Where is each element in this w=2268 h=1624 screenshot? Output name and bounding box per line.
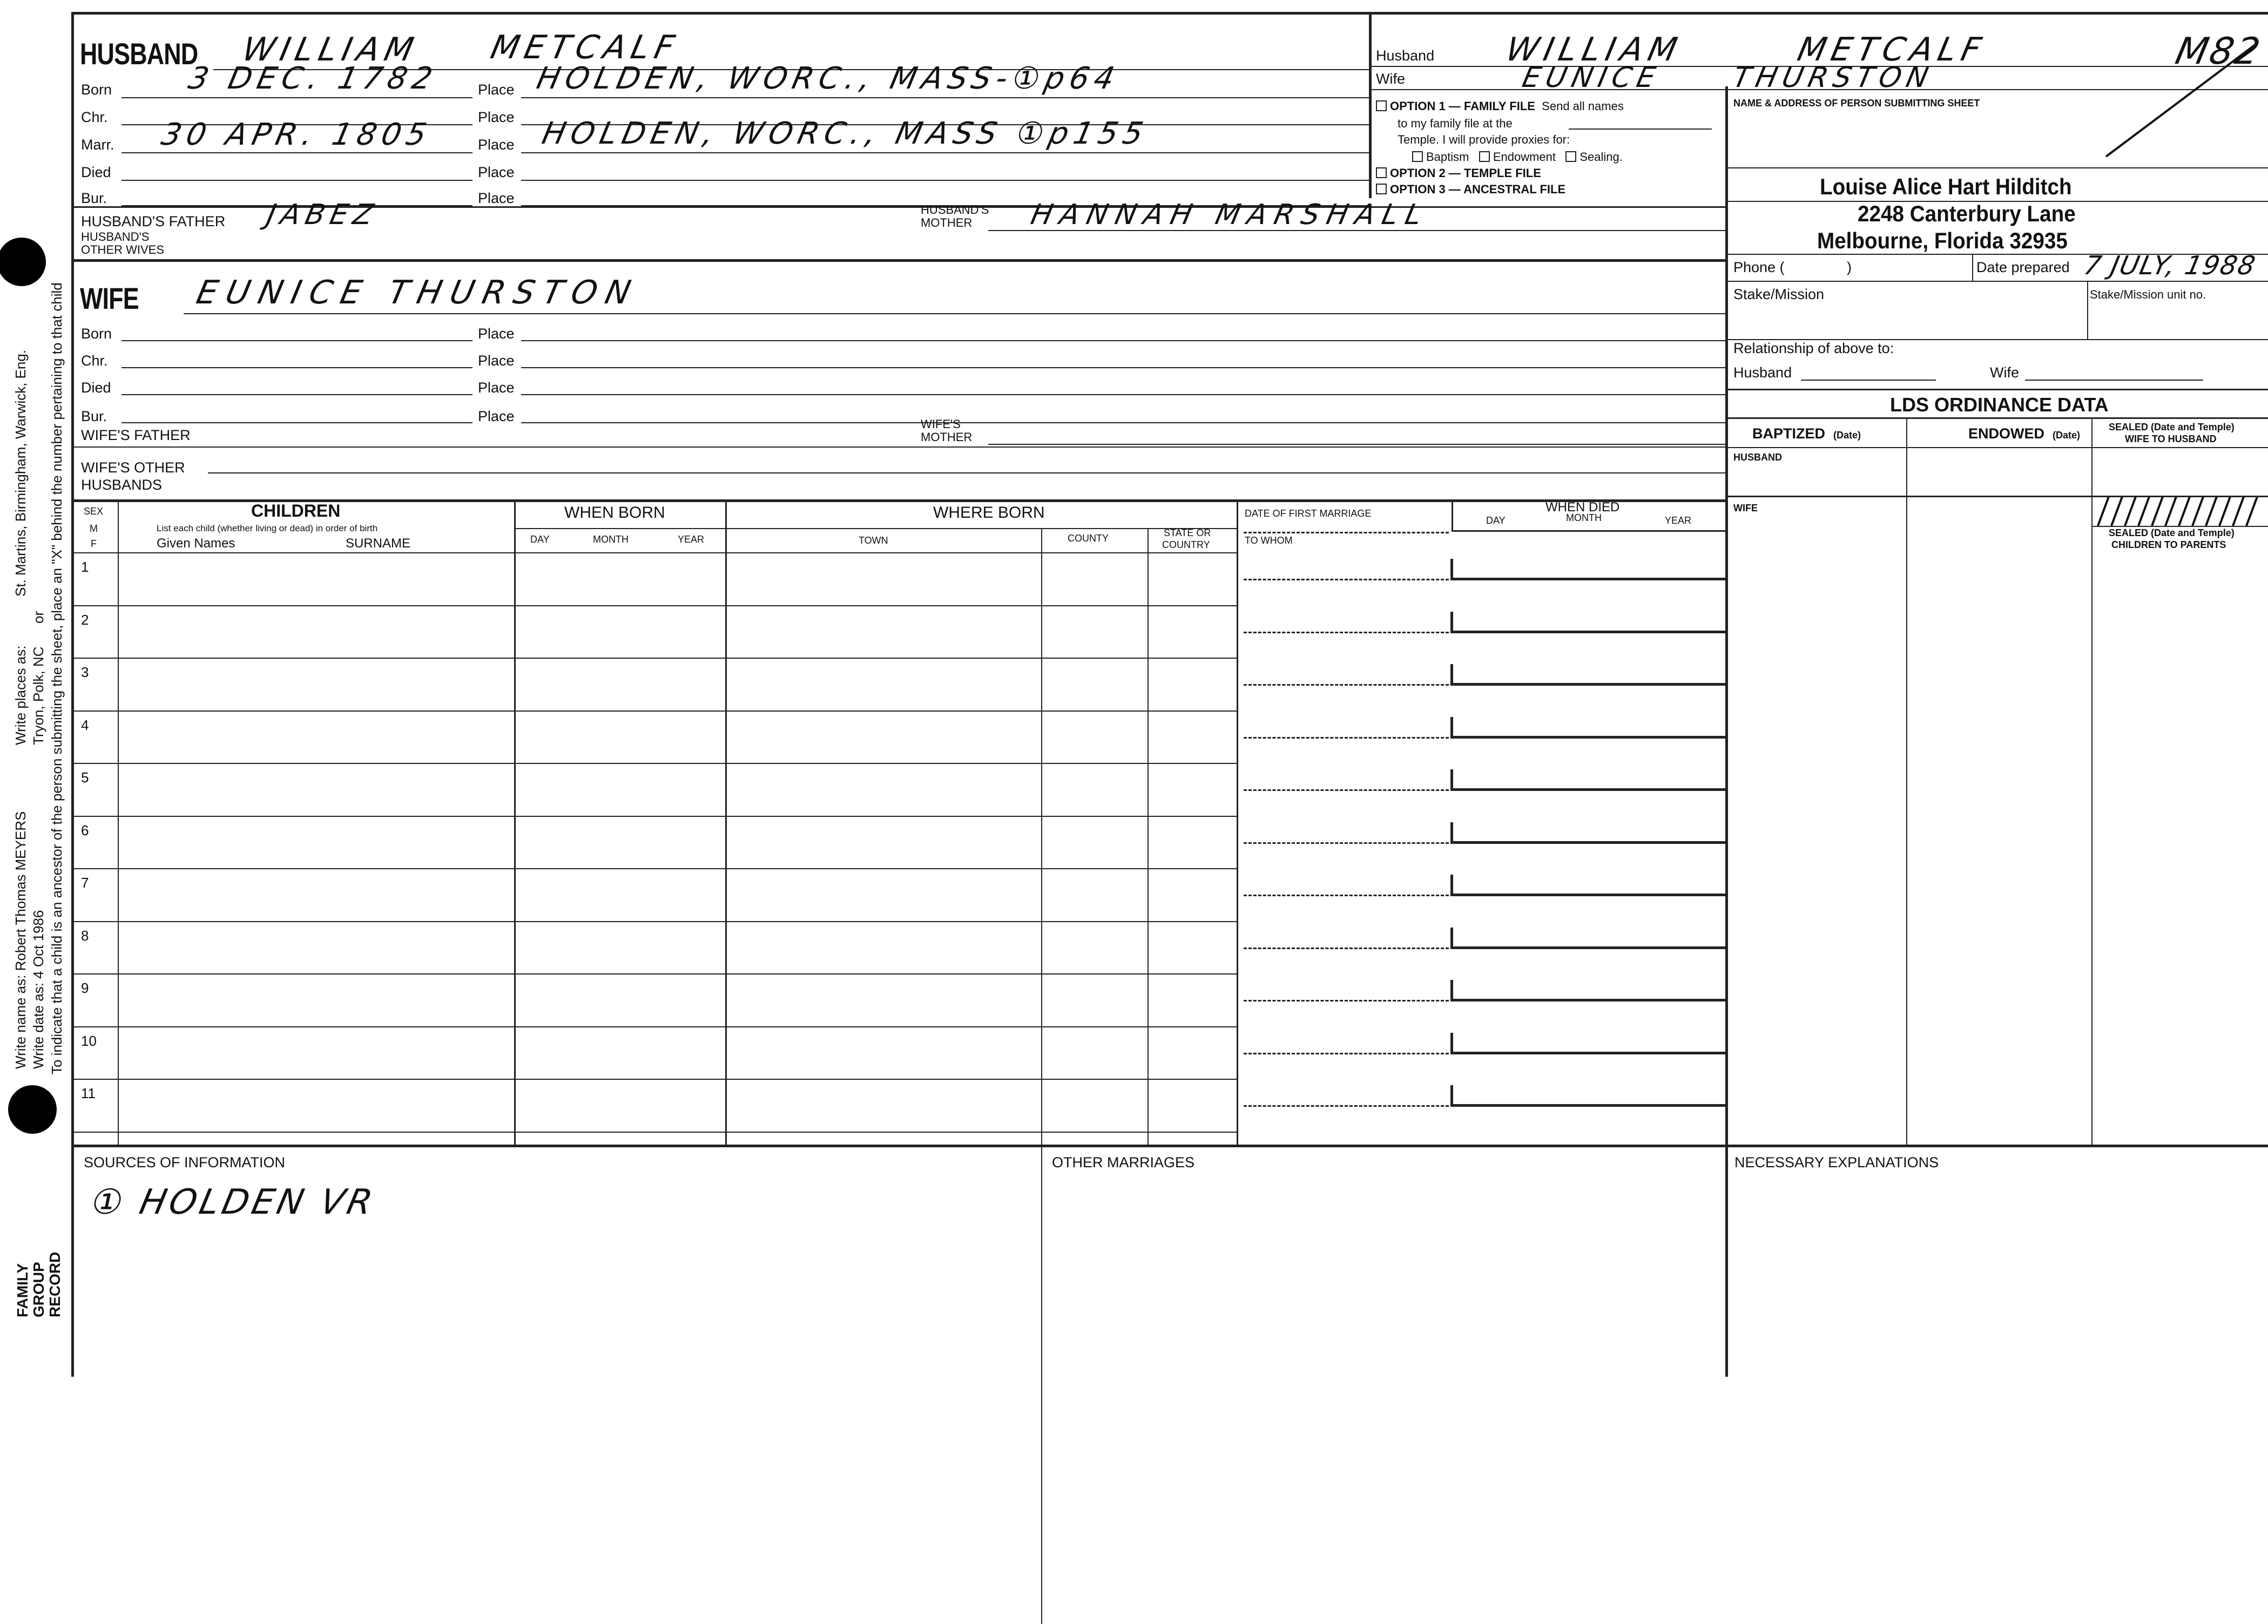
when-died-bracket bbox=[1450, 769, 1453, 789]
child-row-number: 5 bbox=[81, 769, 89, 786]
form-title-group: GROUP bbox=[30, 1262, 47, 1317]
option-1-line-2: to my family file at the bbox=[1398, 117, 1513, 130]
to-whom-dash-line bbox=[1244, 895, 1449, 896]
wife-bur-place-label: Place bbox=[478, 408, 515, 424]
relationship-wife-label: Wife bbox=[1990, 364, 2019, 381]
col-given-names: Given Names bbox=[157, 536, 235, 551]
write-places-instruction: Write places as: bbox=[12, 645, 29, 745]
col-state-2: COUNTRY bbox=[1162, 539, 1210, 550]
husband-heading: HUSBAND bbox=[80, 37, 198, 71]
husband-born-place: HOLDEN, WORC., MASS-①p64 bbox=[534, 61, 1123, 96]
top-border bbox=[71, 12, 2268, 15]
wife-mother-label-2: MOTHER bbox=[921, 430, 973, 444]
to-whom-dash-line bbox=[1244, 1000, 1449, 1002]
husband-born-label: Born bbox=[81, 82, 112, 98]
tr-husband-label: Husband bbox=[1376, 48, 1435, 64]
husband-died-place-label: Place bbox=[478, 164, 515, 180]
when-died-bracket bbox=[1450, 559, 1453, 579]
wife-other-husbands-label-2: HUSBANDS bbox=[81, 477, 163, 493]
baptism-checkbox[interactable] bbox=[1412, 151, 1423, 162]
lds-title: LDS ORDINANCE DATA bbox=[1890, 394, 2109, 416]
child-row-divider bbox=[71, 921, 1237, 922]
col-died-year: YEAR bbox=[1665, 515, 1692, 526]
when-died-line bbox=[1450, 788, 1725, 791]
to-whom-dash-line bbox=[1244, 632, 1449, 633]
husband-father-label: HUSBAND'S FATHER bbox=[81, 213, 226, 229]
when-died-line bbox=[1450, 894, 1725, 896]
when-died-bracket bbox=[1450, 717, 1453, 737]
child-row-divider bbox=[71, 710, 1237, 712]
wife-born-label: Born bbox=[81, 326, 112, 342]
lds-wife-label: WIFE bbox=[1733, 503, 1758, 513]
wife-father-label: WIFE'S FATHER bbox=[81, 427, 191, 443]
when-died-bracket bbox=[1450, 980, 1453, 1000]
to-whom-dash-line bbox=[1244, 842, 1449, 844]
to-whom-dash-line bbox=[1244, 1105, 1449, 1107]
wife-bur-label: Bur. bbox=[81, 408, 107, 424]
wife-chr-place-label: Place bbox=[478, 353, 515, 369]
husband-born-date: 3 DEC. 1782 bbox=[185, 61, 441, 96]
sealed-hatch bbox=[2092, 497, 2268, 526]
when-died-bracket bbox=[1450, 822, 1453, 842]
col-sex-f: F bbox=[91, 538, 97, 549]
child-row-divider bbox=[71, 763, 1237, 764]
child-row-number: 8 bbox=[81, 927, 89, 944]
child-row-number: 9 bbox=[81, 980, 89, 996]
wife-other-husbands-label-1: WIFE'S OTHER bbox=[81, 459, 185, 476]
col-where-born: WHERE BORN bbox=[933, 504, 1045, 522]
tr-husband-given: WILLIAM bbox=[1502, 31, 1686, 69]
child-row-number: 7 bbox=[81, 875, 89, 891]
date-prepared-value: 7 JULY, 1988 bbox=[2081, 251, 2259, 281]
ancestor-instruction: To indicate that a child is an ancestor of the person submitting the sheet, place an "X" behind the number pertaining to that child bbox=[49, 282, 65, 1074]
corner-slash bbox=[2095, 38, 2268, 162]
to-whom-dash-line bbox=[1244, 1053, 1449, 1054]
option-1-line-3: Temple. I will provide proxies for: bbox=[1398, 133, 1570, 146]
col-sex-m: M bbox=[90, 523, 98, 534]
submitter-name: Louise Alice Hart Hilditch bbox=[1820, 174, 2072, 199]
husband-marr-place: HOLDEN, WORC., MASS ①p155 bbox=[539, 116, 1152, 151]
husband-father-name: JABEZ bbox=[264, 199, 382, 231]
when-died-line bbox=[1450, 1052, 1725, 1054]
when-died-line bbox=[1450, 1104, 1725, 1107]
top-right-divider bbox=[1369, 12, 1372, 198]
when-died-bracket bbox=[1450, 664, 1453, 684]
when-died-line bbox=[1450, 736, 1725, 739]
col-born-month: MONTH bbox=[593, 534, 629, 545]
husband-bur-label: Bur. bbox=[81, 190, 107, 206]
lds-sealed-wife-2: WIFE TO HUSBAND bbox=[2125, 434, 2217, 444]
col-county: COUNTY bbox=[1068, 533, 1109, 544]
husband-born-place-label: Place bbox=[478, 82, 515, 98]
endowment-checkbox[interactable] bbox=[1479, 151, 1490, 162]
col-born-year: YEAR bbox=[678, 534, 705, 545]
phone-close: ) bbox=[1847, 259, 1852, 275]
lds-endowed: ENDOWED (Date) bbox=[1968, 425, 2081, 442]
husband-marr-place-label: Place bbox=[478, 137, 515, 153]
col-state-1: STATE OR bbox=[1164, 527, 1211, 538]
husband-mother-label-2: MOTHER bbox=[921, 216, 973, 229]
tr-wife-label: Wife bbox=[1376, 71, 1405, 87]
option-2-checkbox[interactable] bbox=[1376, 167, 1387, 178]
husband-mother-name: HANNAH MARSHALL bbox=[1028, 199, 1433, 231]
sealing-checkbox[interactable] bbox=[1565, 151, 1576, 162]
husband-other-wives-label-1: HUSBAND'S bbox=[81, 230, 150, 243]
places-example-2: St. Martins, Birmingham, Warwick, Eng. bbox=[12, 349, 29, 597]
col-to-whom: TO WHOM bbox=[1245, 535, 1293, 546]
col-sex: SEX bbox=[84, 506, 104, 517]
col-children-note: List each child (whether living or dead) in order of birth bbox=[157, 523, 378, 533]
lds-sealed-children-2: CHILDREN TO PARENTS bbox=[2111, 539, 2226, 550]
tr-husband-surname: METCALF bbox=[1794, 31, 1990, 69]
punch-hole-bottom bbox=[8, 1085, 57, 1134]
child-row-number: 4 bbox=[81, 716, 89, 733]
sources-value: ① HOLDEN VR bbox=[87, 1182, 379, 1222]
form-title-record: RECORD bbox=[46, 1251, 63, 1317]
option-1-proxies: Baptism Endowment Sealing. bbox=[1412, 151, 1623, 163]
wife-heading: WIFE bbox=[80, 281, 139, 315]
lds-sealed-children-1: SEALED (Date and Temple) bbox=[2109, 527, 2235, 538]
when-died-bracket bbox=[1450, 1033, 1453, 1053]
child-row-number: 6 bbox=[81, 822, 89, 838]
husband-chr-place-label: Place bbox=[478, 109, 515, 125]
write-name-instruction: Write name as: Robert Thomas MEYERS bbox=[12, 811, 29, 1069]
col-town: TOWN bbox=[859, 535, 888, 546]
option-1-label: OPTION 1 — FAMILY FILE Send all names bbox=[1376, 100, 1624, 112]
husband-marr-date: 30 APR. 1805 bbox=[158, 117, 435, 152]
when-died-bracket bbox=[1450, 875, 1453, 895]
left-border bbox=[71, 13, 74, 1377]
tr-wife-surname: THURSTON bbox=[1730, 62, 1937, 94]
right-column-divider bbox=[1725, 86, 1728, 1377]
col-first-marriage: DATE OF FIRST MARRIAGE bbox=[1245, 508, 1372, 519]
when-died-bracket bbox=[1450, 1085, 1453, 1105]
when-died-line bbox=[1450, 999, 1725, 1002]
husband-surname: METCALF bbox=[487, 29, 683, 66]
child-row-divider bbox=[71, 605, 1237, 606]
to-whom-dash-line bbox=[1244, 684, 1449, 686]
husband-chr-label: Chr. bbox=[81, 109, 108, 125]
col-died-month: MONTH bbox=[1566, 512, 1602, 523]
phone-label: Phone ( bbox=[1733, 259, 1785, 275]
when-died-line bbox=[1450, 578, 1725, 580]
corner-mark: M82 bbox=[2171, 30, 2266, 73]
child-row-number: 11 bbox=[81, 1085, 96, 1101]
sources-label: SOURCES OF INFORMATION bbox=[84, 1154, 286, 1170]
to-whom-dash-line bbox=[1244, 737, 1449, 739]
stake-mission-label: Stake/Mission bbox=[1733, 286, 1825, 302]
child-row-divider bbox=[71, 658, 1237, 659]
tr-wife-given: EUNICE bbox=[1519, 62, 1664, 94]
child-row-divider bbox=[71, 1026, 1237, 1027]
places-example-1: Tryon, Polk, NC bbox=[30, 646, 46, 745]
child-row-number: 1 bbox=[81, 559, 89, 575]
husband-given-name: WILLIAM bbox=[239, 31, 422, 69]
table-bottom-border bbox=[71, 1145, 2268, 1147]
lds-baptized: BAPTIZED (Date) bbox=[1752, 425, 1861, 442]
wife-chr-label: Chr. bbox=[81, 353, 108, 369]
child-row-number: 10 bbox=[81, 1032, 97, 1049]
relationship-husband-label: Husband bbox=[1733, 364, 1792, 381]
when-died-line bbox=[1450, 631, 1725, 633]
child-row-number: 2 bbox=[81, 611, 89, 628]
husband-bur-place-label: Place bbox=[478, 190, 515, 206]
places-or: or bbox=[30, 611, 46, 624]
date-prepared-label: Date prepared bbox=[1976, 259, 2070, 275]
wife-name: EUNICE THURSTON bbox=[193, 274, 643, 312]
to-whom-dash-line bbox=[1244, 948, 1449, 949]
wife-died-place-label: Place bbox=[478, 380, 515, 396]
child-row-number: 3 bbox=[81, 664, 89, 680]
other-marriages-label: OTHER MARRIAGES bbox=[1052, 1154, 1195, 1170]
necessary-explanations-label: NECESSARY EXPLANATIONS bbox=[1734, 1154, 1939, 1170]
option-3-checkbox[interactable] bbox=[1376, 184, 1387, 194]
child-row-divider bbox=[71, 973, 1237, 975]
lds-sealed-wife-1: SEALED (Date and Temple) bbox=[2109, 422, 2235, 432]
husband-marr-label: Marr. bbox=[81, 137, 114, 153]
col-children: CHILDREN bbox=[251, 501, 341, 520]
child-row-divider bbox=[71, 816, 1237, 817]
col-died-day: DAY bbox=[1486, 515, 1506, 526]
wife-died-label: Died bbox=[81, 380, 111, 396]
to-whom-dash-line bbox=[1244, 579, 1449, 580]
husband-bottom-border bbox=[71, 259, 1725, 262]
wife-mother-label-1: WIFE'S bbox=[921, 417, 961, 431]
when-died-line bbox=[1450, 683, 1725, 686]
child-row-divider bbox=[71, 1079, 1237, 1080]
punch-hole-top bbox=[0, 238, 46, 286]
col-born-day: DAY bbox=[530, 534, 550, 545]
child-row-divider bbox=[71, 1132, 1237, 1133]
submitter-street: 2248 Canterbury Lane bbox=[1858, 201, 2076, 226]
name-address-label: NAME & ADDRESS OF PERSON SUBMITTING SHEET bbox=[1733, 98, 1980, 109]
col-when-died: WHEN DIED bbox=[1545, 500, 1620, 515]
when-died-bracket bbox=[1450, 612, 1453, 632]
child-row-divider bbox=[71, 868, 1237, 869]
col-surname: SURNAME bbox=[346, 536, 411, 551]
wife-born-place-label: Place bbox=[478, 326, 515, 342]
relationship-label: Relationship of above to: bbox=[1733, 340, 1894, 356]
write-date-instruction: Write date as: 4 Oct 1986 bbox=[30, 910, 46, 1069]
submitter-city: Melbourne, Florida 32935 bbox=[1817, 228, 2068, 253]
husband-died-label: Died bbox=[81, 164, 111, 180]
option-3-label: OPTION 3 — ANCESTRAL FILE bbox=[1376, 184, 1565, 195]
when-died-bracket bbox=[1450, 928, 1453, 948]
col-when-born: WHEN BORN bbox=[564, 504, 665, 522]
lds-husband-label: HUSBAND bbox=[1733, 452, 1782, 463]
stake-unit-label: Stake/Mission unit no. bbox=[2090, 288, 2206, 301]
when-died-line bbox=[1450, 946, 1725, 949]
when-died-line bbox=[1450, 841, 1725, 844]
husband-other-wives-label-2: OTHER WIVES bbox=[81, 243, 165, 256]
form-title-family: FAMILY bbox=[14, 1263, 31, 1317]
husband-mother-label-1: HUSBAND'S bbox=[921, 203, 989, 216]
option-2-label: OPTION 2 — TEMPLE FILE bbox=[1376, 167, 1541, 179]
to-whom-dash-line bbox=[1244, 789, 1449, 791]
